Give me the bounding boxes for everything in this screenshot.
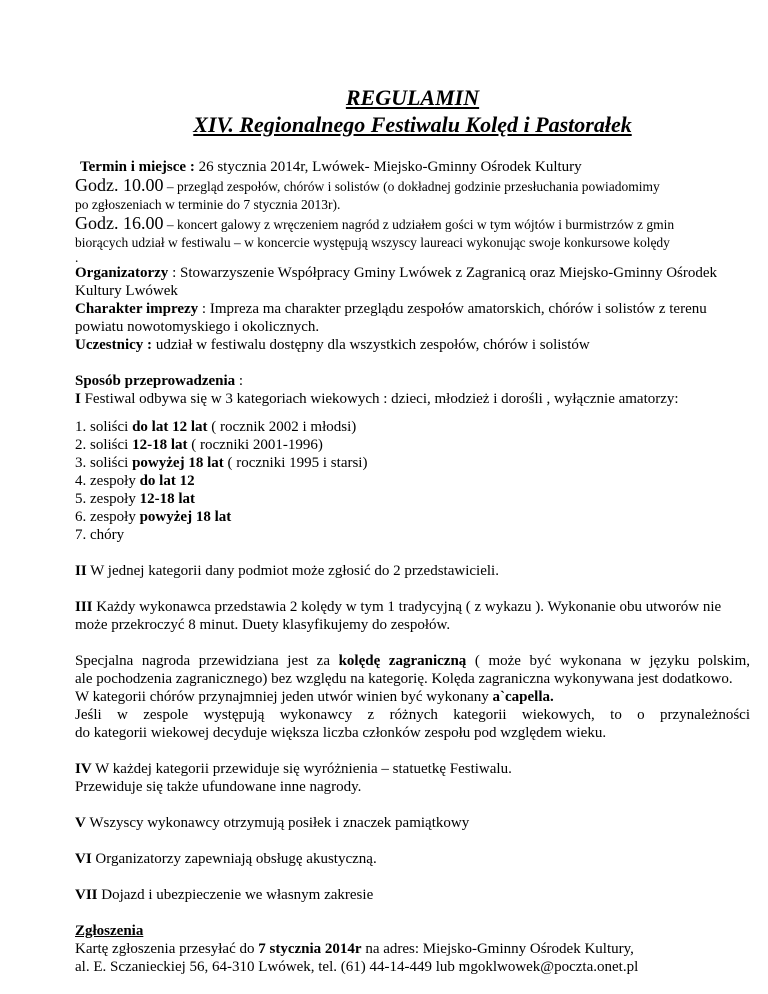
uczestnicy-text: udział w festiwalu dostępny dla wszystkich zespołów, chórów i solistów [152, 337, 590, 353]
category-prefix: 6. zespoły [75, 509, 140, 525]
category-age: powyżej 18 lat [139, 509, 232, 525]
special-line1 [75, 652, 750, 670]
section-7-text: Dojazd i ubezpieczenie we własnym zakresie [97, 887, 374, 903]
godz1-time: Godz. 10.00 [75, 175, 164, 195]
godz2-time: Godz. 16.00 [75, 213, 164, 233]
category-prefix: 5. zespoły [75, 491, 140, 507]
termin-text: 26 stycznia 2014r, Lwówek- Miejsko-Gminny Ośrodek Kultury [194, 159, 582, 175]
category-list [75, 418, 750, 544]
category-item [75, 436, 750, 454]
category-item [75, 508, 750, 526]
category-item [75, 490, 750, 508]
special-text-a: Specjalna nagroda przewidziana jest za [75, 653, 339, 669]
special-text-c: ( może być wykonana w języku polskim, [466, 653, 750, 669]
godz1-text: – przegląd zespołów, chórów i solistów (o dokładnej godzinie przesłuchania powiadomimy [163, 179, 660, 194]
section-2 [75, 562, 750, 580]
section-6-num: VI [75, 851, 92, 867]
special-bold-kolede: kolędę zagraniczną [338, 653, 467, 669]
section-2-num: II [75, 563, 87, 579]
termin-line [75, 158, 750, 176]
category-prefix: 3. soliści [75, 455, 133, 471]
section-5 [75, 814, 750, 832]
section-3-text: Każdy wykonawca przedstawia 2 kolędy w tym 1 tradycyjną ( z wykazu ). Wykonanie obu utworów nie [92, 599, 722, 615]
category-years: ( roczniki 2001-1996) [187, 437, 323, 453]
organizatorzy-text: : Stowarzyszenie Współpracy Gminy Lwówek z Zagranicą oraz Miejsko-Gminny Ośrodek [168, 265, 718, 281]
sposob-text: : [235, 373, 244, 389]
category-prefix: 4. zespoły [75, 473, 140, 489]
category-age: 12-18 lat [139, 491, 195, 507]
special-line3 [75, 688, 750, 706]
godz1-line [75, 176, 750, 196]
section-4-line2: Przewiduje się także ufundowane inne nagrody. [75, 779, 362, 795]
section-7 [75, 886, 750, 904]
organizatorzy-line [75, 264, 750, 282]
section-3-num: III [75, 599, 93, 615]
zgloszenia-text-a: Kartę zgłoszenia przesyłać do [75, 941, 259, 957]
special-line2: ale pochodzenia zagranicznego) bez względu na kategorię. Kolęda zagraniczna wykonywana jest dodatkowo. [75, 671, 733, 687]
uczestnicy-label: Uczestnicy : [75, 337, 153, 353]
zgloszenia-text-c: na adres: Miejsko-Gminny Ośrodek Kultury, [361, 941, 634, 957]
section-7-num: VII [75, 887, 98, 903]
zgloszenia-line1 [75, 940, 750, 958]
section-4-num: IV [75, 761, 92, 777]
zgloszenia-heading: Zgłoszenia [75, 923, 144, 939]
special-line5: do kategorii wiekowej decyduje większa liczba członków zespołu pod względem wieku. [75, 725, 607, 741]
godz2-line2: biorących udział w festiwalu – w koncercie występują wszyscy laureaci wykonując swoje konkursowe kolędy [75, 235, 670, 250]
section-4-text: W każdej kategorii przewiduje się wyróżnienia – statuetkę Festiwalu. [91, 761, 512, 777]
category-years: ( roczniki 1995 i starsi) [223, 455, 368, 471]
category-age: do lat 12 lat [132, 419, 208, 435]
category-age: 12-18 lat [132, 437, 188, 453]
section-4 [75, 760, 750, 778]
category-prefix: 1. soliści [75, 419, 133, 435]
organizatorzy-line2: Kultury Lwówek [75, 283, 178, 299]
section-5-num: V [75, 815, 86, 831]
zgloszenia-line2: al. E. Sczanieckiej 56, 64-310 Lwówek, tel. (61) 44-14-449 lub mgoklwowek@poczta.onet.pl [75, 959, 639, 975]
festival-title: XIV. Regionalnego Festiwalu Kolęd i Pastorałek [193, 112, 632, 137]
charakter-label: Charakter imprezy [75, 301, 199, 317]
charakter-text: : Impreza ma charakter przeglądu zespołów amatorskich, chórów i solistów z terenu [198, 301, 707, 317]
section-6 [75, 850, 750, 868]
charakter-line [75, 300, 750, 318]
special-bold-acapella: a`capella. [492, 689, 554, 705]
category-item [75, 526, 750, 544]
godz2-line3: . [75, 250, 79, 265]
zgloszenia-deadline: 7 stycznia 2014r [258, 941, 362, 957]
section-1 [75, 390, 750, 408]
document-title: REGULAMIN [345, 85, 480, 110]
category-prefix: 7. chóry [75, 527, 125, 543]
category-item [75, 454, 750, 472]
category-age: powyżej 18 lat [132, 455, 224, 471]
section-1-num: I [75, 391, 81, 407]
godz2-line [75, 214, 750, 234]
category-item [75, 418, 750, 436]
charakter-line2: powiatu nowotomyskiego i okolicznych. [75, 319, 320, 335]
special-line4: Jeśli w zespole występują wykonawcy z różnych kategorii wiekowych, to o przynależności [75, 707, 750, 723]
section-6-text: Organizatorzy zapewniają obsługę akustyczną. [91, 851, 377, 867]
category-age: do lat 12 [139, 473, 195, 489]
category-years: ( rocznik 2002 i młodsi) [207, 419, 357, 435]
sposob-label: Sposób przeprowadzenia [75, 373, 236, 389]
sposob-line [75, 372, 750, 390]
godz2-text: – koncert galowy z wręczeniem nagród z udziałem gości w tym wójtów i burmistrzów z gmin [163, 217, 675, 232]
uczestnicy-line [75, 336, 750, 354]
section-5-text: Wszyscy wykonawcy otrzymują posiłek i znaczek pamiątkowy [85, 815, 470, 831]
section-3-line2: może przekroczyć 8 minut. Duety klasyfikujemy do zespołów. [75, 617, 451, 633]
section-2-text: W jednej kategorii dany podmiot może zgłosić do 2 przedstawicieli. [86, 563, 499, 579]
organizatorzy-label: Organizatorzy [75, 265, 169, 281]
godz1-line2: po zgłoszeniach w terminie do 7 stycznia 2013r). [75, 197, 341, 212]
section-3 [75, 598, 750, 616]
section-1-text: Festiwal odbywa się w 3 kategoriach wiekowych : dzieci, młodzież i dorośli , wyłącznie amatorzy: [80, 391, 679, 407]
category-prefix: 2. soliści [75, 437, 133, 453]
special-text-l3a: W kategorii chórów przynajmniej jeden utwór winien być wykonany [75, 689, 493, 705]
termin-label: Termin i miejsce : [80, 159, 195, 175]
category-item [75, 472, 750, 490]
